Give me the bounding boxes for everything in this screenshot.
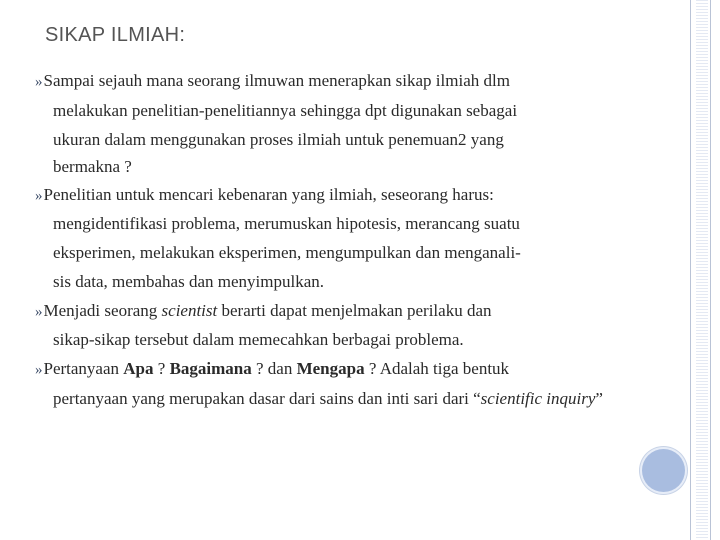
bullet-4-line-2: [53, 389, 603, 409]
term-scientific-inquiry: scientific inquiry: [480, 389, 596, 408]
bullet-4-line-1: [35, 359, 509, 380]
frame-line-inner: [710, 0, 711, 540]
bullet-3-text-1a: Menjadi seorang: [43, 301, 162, 320]
bullet-4-text-1c: ? dan: [251, 359, 297, 378]
bullet-1-text-1: Sampai sejauh mana seorang ilmuwan menerapkan sikap ilmiah dlm: [43, 71, 510, 90]
bullet-1-line-1: [35, 71, 510, 92]
bullet-1-line-3: ukuran dalam menggunakan proses ilmiah untuk penemuan2 yang: [53, 130, 504, 149]
bullet-icon: »: [35, 362, 43, 378]
bullet-4-text-1d: ? Adalah tiga bentuk: [364, 359, 510, 378]
term-scientist: scientist: [161, 301, 218, 320]
decorative-circle: [642, 449, 685, 492]
slide-title: SIKAP ILMIAH:: [45, 24, 186, 46]
bullet-4-text-1a: Pertanyaan: [43, 359, 124, 378]
term-apa: Apa: [123, 359, 154, 378]
bullet-icon: »: [35, 188, 43, 204]
bullet-2-line-1: [35, 185, 494, 206]
bullet-3-line-2: sikap-sikap tersebut dalam memecahkan berbagai problema.: [53, 330, 464, 349]
bullet-4-text-1b: ?: [153, 359, 170, 378]
frame-line-outer: [690, 0, 691, 540]
term-mengapa: Mengapa: [296, 359, 365, 378]
frame-band: [696, 0, 708, 540]
bullet-2-text-1: Penelitian untuk mencari kebenaran yang ilmiah, seseorang harus:: [43, 185, 494, 204]
bullet-icon: »: [35, 74, 43, 90]
term-bagaimana: Bagaimana: [169, 359, 252, 378]
bullet-1-line-2: melakukan penelitian-penelitiannya sehingga dpt digunakan sebagai: [53, 101, 518, 120]
bullet-4-text-2a: pertanyaan yang merupakan dasar dari sains dan inti sari dari “: [53, 389, 481, 408]
bullet-2-line-3: eksperimen, melakukan eksperimen, mengumpulkan dan menganali-: [53, 243, 521, 262]
bullet-4-text-2b: ”: [595, 389, 603, 408]
bullet-3-text-1b: berarti dapat menjelmakan perilaku dan: [217, 301, 492, 320]
bullet-2-line-2: mengidentifikasi problema, merumuskan hipotesis, merancang suatu: [53, 214, 520, 233]
bullet-icon: »: [35, 304, 43, 320]
bullet-2-line-4: sis data, membahas dan menyimpulkan.: [53, 272, 324, 291]
bullet-3-line-1: [35, 301, 492, 322]
bullet-1-line-4: bermakna ?: [53, 157, 132, 176]
